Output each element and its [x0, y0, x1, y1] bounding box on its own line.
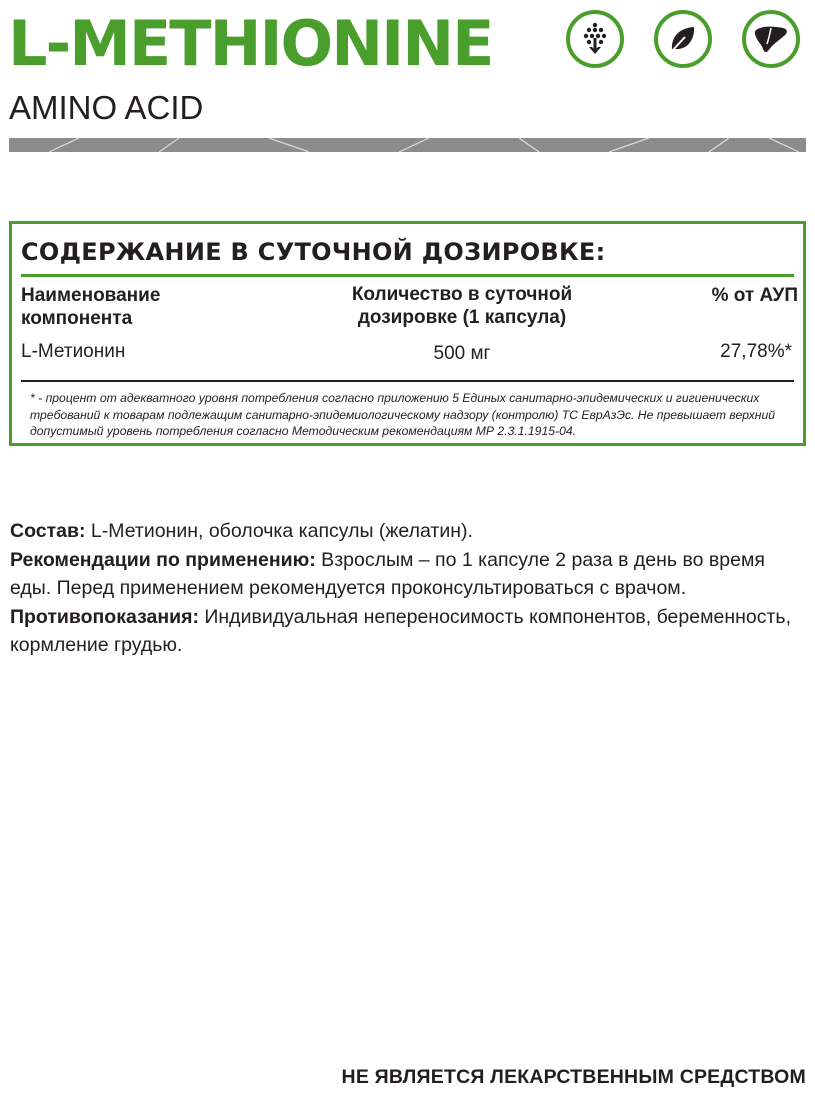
column-header-percent: % от АУП	[711, 285, 798, 306]
column-header-quantity: Количество в суточной дозировке (1 капсула)	[351, 284, 573, 328]
composition-label: Состав:	[10, 520, 86, 542]
divider	[21, 380, 794, 382]
product-subtitle: AMINO ACID	[9, 89, 204, 126]
row-name: L-Метионин	[21, 341, 126, 362]
disclaimer: НЕ ЯВЛЯЕТСЯ ЛЕКАРСТВЕННЫМ СРЕДСТВОМ	[341, 1066, 806, 1088]
molecule-icon	[566, 10, 624, 68]
composition-text: L-Метионин, оболочка капсулы (желатин).	[85, 520, 473, 542]
leaf-icon	[654, 10, 712, 68]
contra-label: Противопоказания:	[10, 605, 199, 628]
panel-title: СОДЕРЖАНИЕ В СУТОЧНОЙ ДОЗИРОВКЕ:	[21, 238, 606, 266]
usage	[10, 546, 800, 603]
row-percent: 27,78%*	[720, 341, 792, 362]
liver-icon	[742, 10, 800, 68]
footnote: * - процент от адекватного уровня потребления согласно приложению 5 Единых санитарно-эпидемических и гигиенических требований к товарам подлежащим санитарно-эпидемиологическому надзору (контролю) ТС ЕврАзЭс. Не превышает верхний допустимый уровень потребления согласно Методическим рекомендациям МР 2.3.1.1915-04.	[30, 391, 776, 438]
contra-text: Индивидуальная непереносимость компонентов, беременность, кормление грудью.	[10, 605, 791, 657]
row-quantity: 500 мг	[433, 343, 491, 364]
product-title: L-METHIONINE	[8, 7, 493, 80]
decorative-stripe	[9, 138, 806, 152]
divider	[21, 274, 794, 277]
usage-text: Взрослым – по 1 капсуле 2 раза в день во время еды. Перед применением рекомендуется проконсультироваться с врачом.	[10, 548, 765, 600]
composition	[10, 517, 800, 546]
daily-dose-panel	[9, 221, 806, 446]
column-header-name: Наименование компонента	[21, 285, 161, 329]
product-info	[10, 517, 800, 660]
contraindications	[10, 603, 800, 660]
usage-label: Рекомендации по применению:	[10, 548, 316, 571]
